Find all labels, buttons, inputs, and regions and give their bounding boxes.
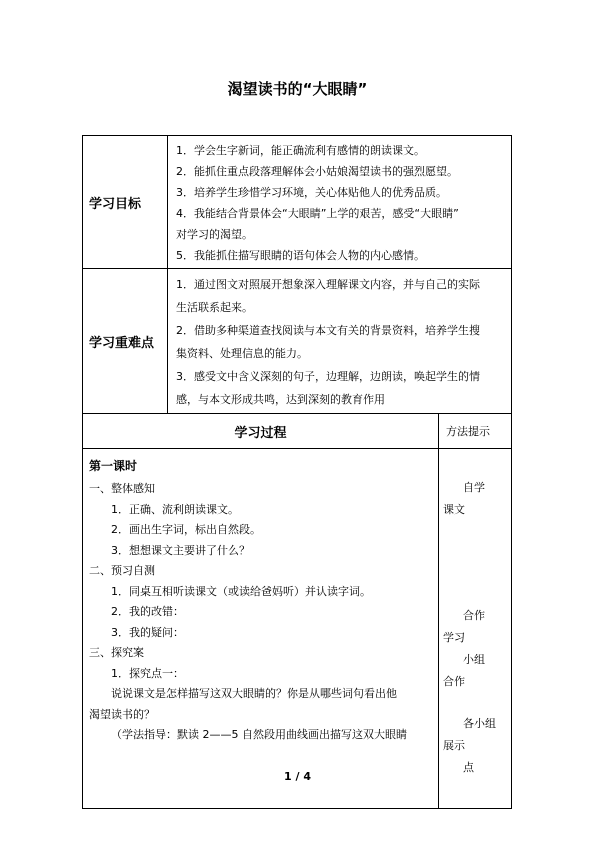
key-point-line: 2．借助多种渠道查找阅读与本文有关的背景资料，培养学生搜 [176,324,480,337]
key-point-line: 集资料、处理信息的能力。 [176,347,308,360]
objective-line: 4．我能结合背景体会“大眼睛”上学的艰苦，感受“大眼睛” [176,207,459,220]
page-title: 渴望读书的“大眼睛” [227,80,368,98]
method-note: 展示 [443,739,465,752]
process-line: 1．探究点一： [111,666,184,680]
process-line: （学法指导：默读 2——5 自然段用曲线画出描写这双大眼睛 [111,728,407,741]
key-point-line: 感，与本文形成共鸣，达到深刻的教育作用 [176,393,385,406]
key-points-label: 学习重难点 [83,269,168,414]
method-note: 点 [463,761,474,774]
objectives-label: 学习目标 [83,136,168,269]
key-points-row [83,269,512,414]
process-content-row [83,449,512,809]
key-point-line: 3．感受文中含义深刻的句子，边理解，边朗读，唤起学生的情 [176,370,480,383]
key-points-cell [168,269,512,414]
process-line: 一、整体感知 [89,482,155,495]
objective-line: 3．培养学生珍惜学习环境，关心体贴他人的优秀品质。 [176,186,447,199]
process-line: 3．我的疑问： [111,625,184,639]
process-line: 渴望读书的？ [89,707,155,721]
page-number: 1 / 4 [284,770,311,783]
key-point-line: 生活联系起来。 [176,301,253,314]
process-line: 1．正确、流利朗读课文。 [111,502,239,516]
method-note: 各小组 [463,717,496,730]
objectives-row [83,136,512,269]
method-header: 方法提示 [439,414,512,449]
method-note: 小组 [463,653,485,666]
process-line: 说说课文是怎样描写这双大眼睛的？你是从哪些词句看出他 [111,687,397,700]
objective-line: 2．能抓住重点段落理解体会小姑娘渴望读书的强烈愿望。 [176,165,458,178]
lesson-title: 第一课时 [89,459,138,473]
process-content-cell [83,449,439,809]
objective-line: 1．学会生字新词，能正确流利有感情的朗读课文。 [176,144,425,157]
method-note: 课文 [443,503,465,516]
process-line: 2．画出生字词，标出自然段。 [111,523,261,536]
method-note: 合作 [463,609,485,622]
method-cell [439,449,512,809]
objective-line: 5．我能抓住描写眼睛的语句体会人物的内心感情。 [176,249,425,262]
process-line: 2．我的改错： [111,605,184,618]
process-line: 1．同桌互相听读课文（或读给爸妈听）并认读字词。 [111,584,371,598]
process-header-row [83,414,512,449]
process-line: 3．想想课文主要讲了什么？ [111,543,250,557]
objectives-cell [168,136,512,269]
method-note: 合作 [443,675,465,688]
key-point-line: 1．通过图文对照展开想象深入理解课文内容，并与自己的实际 [176,278,480,291]
study-plan-table [82,135,512,809]
objective-line: 对学习的渴望。 [176,228,253,241]
method-note: 自学 [463,481,485,494]
method-note: 学习 [443,631,465,644]
process-header: 学习过程 [83,414,439,449]
process-line: 二、预习自测 [89,564,155,577]
process-line: 三、探究案 [89,646,144,659]
